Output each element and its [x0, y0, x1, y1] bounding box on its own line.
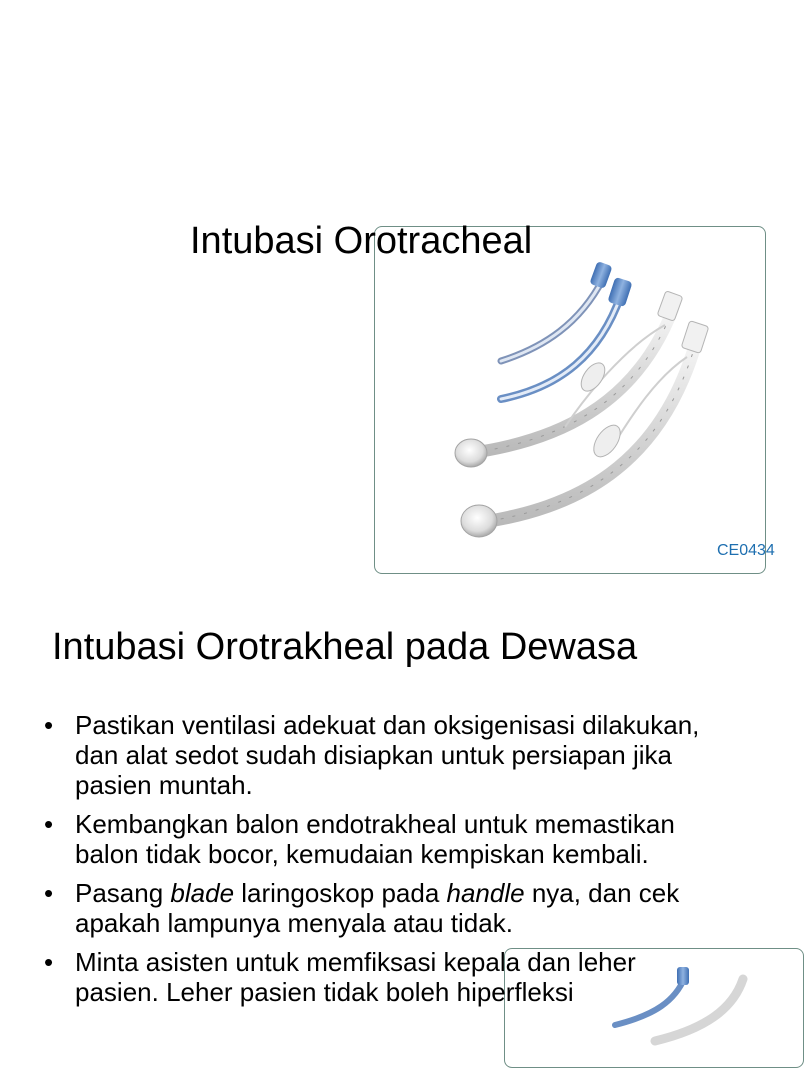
bullet-emphasis-blade: blade — [170, 878, 235, 908]
bullet-glyph: • — [44, 878, 54, 908]
bullet-glyph: • — [44, 947, 54, 977]
bullet-text: Minta asisten untuk memfiksasi kepala dan leher pasien. Leher pasien tidak boleh hiperfleksi — [75, 947, 636, 1007]
slide-2 — [0, 600, 768, 1024]
endotracheal-tubes-photo — [374, 226, 775, 574]
list-item — [44, 947, 724, 1007]
bullet-emphasis-handle: handle — [446, 878, 525, 908]
ce-mark: CE0434 — [717, 542, 775, 559]
bullet-glyph: • — [44, 710, 54, 740]
list-item — [44, 710, 724, 800]
slide-title: Intubasi Orotracheal — [190, 220, 533, 262]
bullet-list — [44, 710, 724, 1016]
bullet-text-part: nya, dan cek apakah lampunya menyala atau tidak. — [75, 878, 680, 938]
bullet-glyph: • — [44, 809, 54, 839]
list-item — [44, 809, 724, 869]
tubes-illustration — [375, 227, 775, 575]
bullet-text-part: laringoskop pada — [234, 878, 447, 908]
bullet-text-part: Pasang — [75, 878, 171, 908]
list-item — [44, 878, 724, 938]
bullet-text: Pastikan ventilasi adekuat dan oksigenisasi dilakukan, dan alat sedot sudah disiapkan untuk persiapan jika pasien muntah. — [75, 710, 700, 800]
slide-title: Intubasi Orotrakheal pada Dewasa — [52, 626, 638, 668]
bullet-text: Kembangkan balon endotrakheal untuk memastikan balon tidak bocor, kemudaian kempiskan kembali. — [75, 809, 675, 869]
